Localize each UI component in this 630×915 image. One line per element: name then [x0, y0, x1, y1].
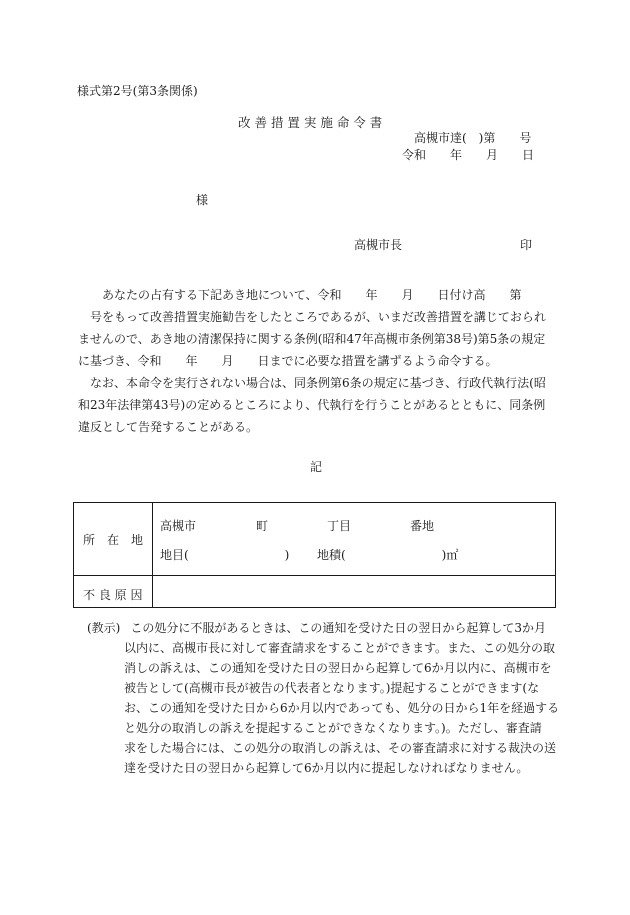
issue-date: 令和 年 月 日 [402, 148, 535, 162]
appeal-notice [87, 618, 559, 778]
issuer-name: 高槻市長 [354, 238, 403, 252]
notice-label: (教示) [87, 621, 121, 635]
body-line: に基づき、令和 年 月 日までに必要な措置を講ずるよう命令する。 [78, 354, 498, 368]
table-divider [74, 575, 555, 576]
land-area-field: 地積( )㎡ [317, 548, 459, 562]
town-label: 町 [256, 519, 269, 533]
city-label: 高槻市 [160, 519, 197, 533]
body-line: あなたの占有する下記あき地について、令和 年 月 日付け高 第 [102, 288, 522, 302]
chome-label: 丁目 [327, 519, 352, 533]
form-number: 様式第2号(第3条関係) [77, 84, 198, 98]
addressee-suffix: 様 [196, 193, 209, 207]
table-divider [152, 503, 153, 607]
document-title: 改 善 措 置 実 施 命 令 書 [238, 115, 383, 130]
seal-mark: 印 [520, 238, 533, 252]
body-line: なお、本命令を実行されない場合は、同条例第6条の規定に基づき、行政代執行法(昭 [90, 376, 546, 390]
notice-line: 消しの訴えは、この通知を受けた日の翌日から起算して6か月以内に、高槻市を [124, 661, 552, 675]
notice-line: と処分の取消しの訴えを提起することができなくなります。)。ただし、審査請 [124, 721, 542, 735]
order-body [78, 284, 550, 438]
notice-line: 達を受けた日の翌日から起算して6か月以内に提起しなければなりません。 [124, 761, 529, 775]
location-label: 所 在 地 [83, 533, 144, 547]
notice-line: (教示) この処分に不服があるときは、この通知を受けた日の翌日から起算して3か月 [87, 621, 547, 635]
notice-line: お、この通知を受けた日から6か月以内であっても、処分の日から1年を経過する [124, 701, 560, 715]
body-line: 和23年法律第43号)の定めるところにより、代執行を行うことがあるとともに、同条例 [78, 398, 546, 412]
ki-heading: 記 [310, 460, 323, 474]
defect-cause-label: 不 良 原 因 [83, 588, 143, 602]
body-line: 号をもって改善措置実施勧告をしたところであるが、いまだ改善措置を講じておられ [90, 310, 546, 324]
land-info-table [73, 502, 556, 608]
notice-line: 求をした場合には、この処分の取消しの訴えは、その審査請求に対する裁決の送 [124, 741, 557, 755]
land-category-field: 地目( ) [160, 548, 290, 562]
notice-line: 以内に、高槻市長に対して審査請求をすることができます。また、この処分の取 [124, 641, 556, 655]
body-line: 違反として告発することがある。 [78, 420, 259, 434]
body-line: ませんので、あき地の清潔保持に関する条例(昭和47年高槻市条例第38号)第5条の規定 [78, 332, 546, 346]
notice-line: 被告として(高槻市長が被告の代表者となります。)提起することができます(な [124, 681, 540, 695]
document-number: 高槻市達( )第 号 [414, 131, 532, 145]
banchi-label: 番地 [410, 519, 435, 533]
